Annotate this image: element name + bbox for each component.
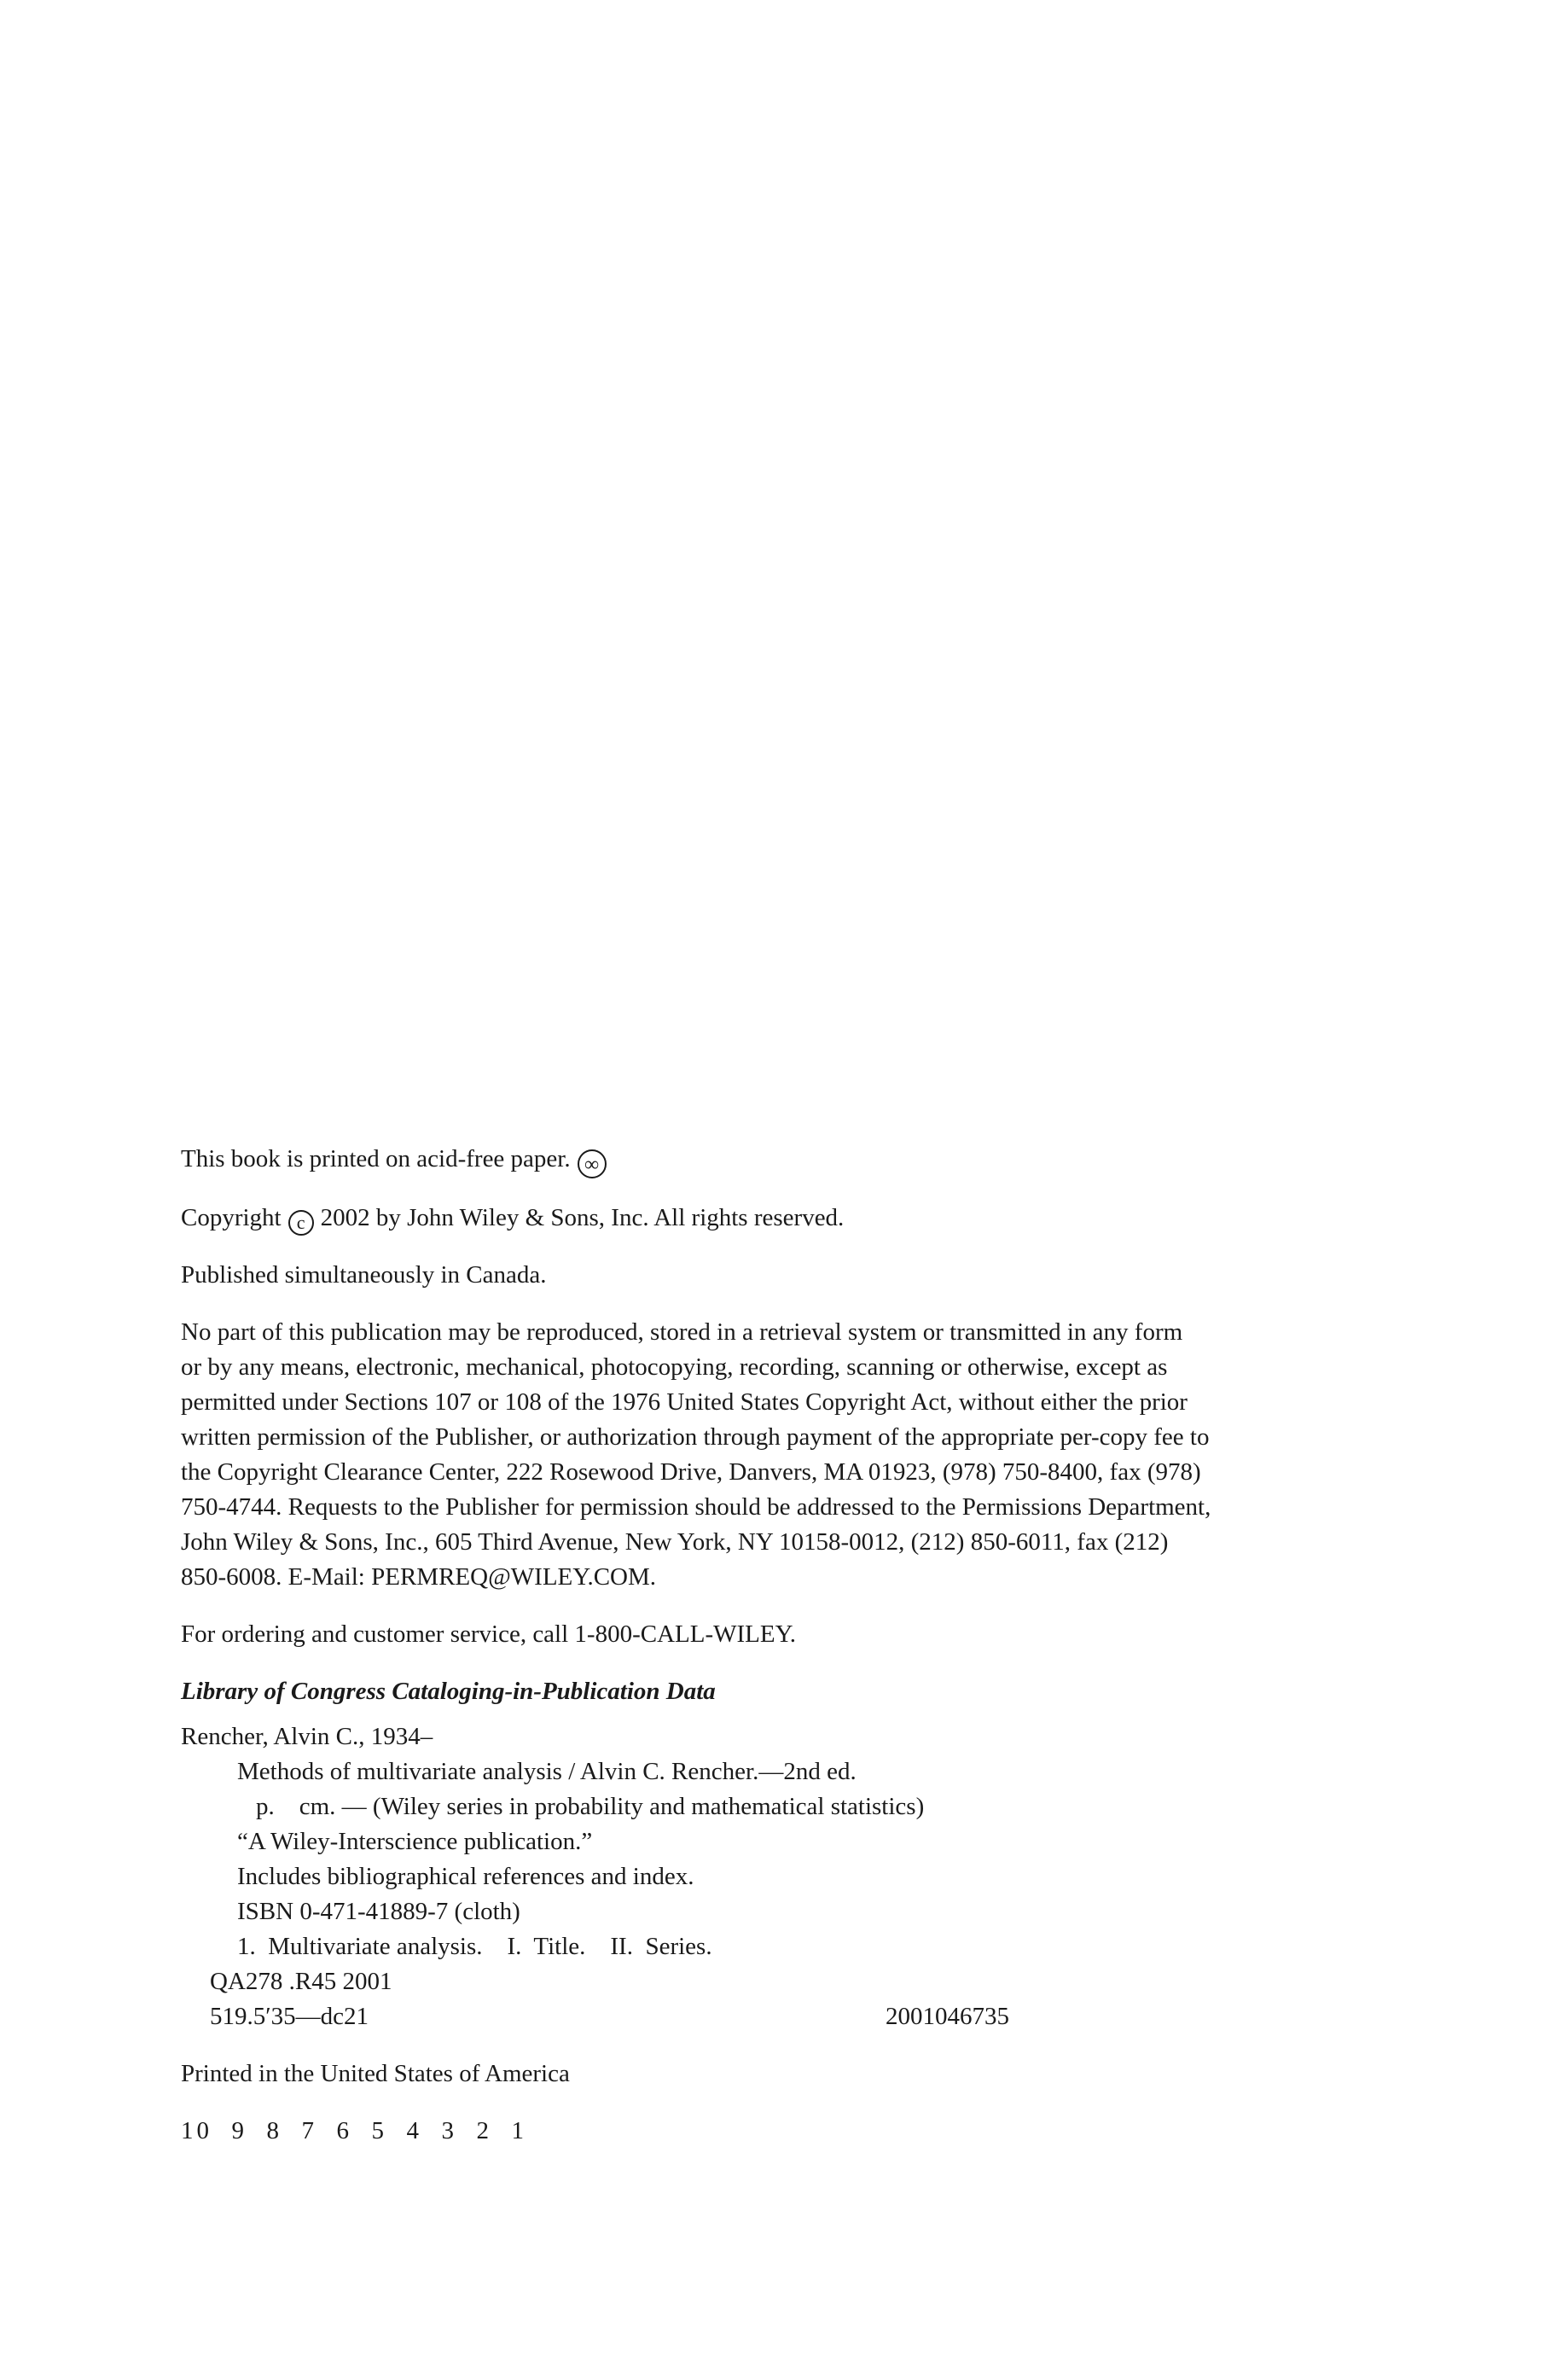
cip-lc-call: QA278 .R45 2001 bbox=[210, 1968, 392, 1995]
copyright-page bbox=[181, 1142, 1375, 2149]
permissions-paragraph bbox=[181, 1315, 1375, 1595]
cip-author: Rencher, Alvin C., 1934– bbox=[181, 1723, 433, 1750]
cip-dewey: 519.5′35—dc21 bbox=[210, 2003, 369, 2030]
infinity-icon: ∞ bbox=[578, 1149, 607, 1178]
acid-free-notice bbox=[181, 1142, 1375, 1178]
cip-dewey-row bbox=[181, 1999, 1063, 2034]
copyright-notice bbox=[181, 1201, 1375, 1236]
cip-block bbox=[181, 1674, 1375, 2034]
acid-free-text: This book is printed on acid-free paper. bbox=[181, 1145, 571, 1172]
copyright-icon: c bbox=[288, 1210, 314, 1236]
permissions-line: or by any means, electronic, mechanical, photocopying, recording, scanning or otherwise, except as bbox=[181, 1353, 1168, 1381]
cip-publication-note: “A Wiley-Interscience publication.” bbox=[237, 1828, 593, 1855]
permissions-line: No part of this publication may be reproduced, stored in a retrieval system or transmitted in any form bbox=[181, 1318, 1183, 1346]
cip-subjects: 1. Multivariate analysis. I. Title. II. Series. bbox=[237, 1933, 712, 1960]
cip-lccn: 2001046735 bbox=[886, 2003, 1009, 2030]
published-notice: Published simultaneously in Canada. bbox=[181, 1261, 547, 1289]
ordering-notice: For ordering and customer service, call 1-800-CALL-WILEY. bbox=[181, 1620, 797, 1648]
permissions-line: permitted under Sections 107 or 108 of the 1976 United States Copyright Act, without either the prior bbox=[181, 1388, 1188, 1416]
permissions-line: the Copyright Clearance Center, 222 Rosewood Drive, Danvers, MA 01923, (978) 750-8400, fax (978) bbox=[181, 1458, 1201, 1486]
permissions-line: 850-6008. E-Mail: PERMREQ@WILEY.COM. bbox=[181, 1563, 657, 1591]
permissions-line: written permission of the Publisher, or authorization through payment of the appropriate per-copy fee to bbox=[181, 1423, 1210, 1451]
printed-in-notice: Printed in the United States of America bbox=[181, 2060, 570, 2087]
cip-bibliography-note: Includes bibliographical references and index. bbox=[237, 1863, 694, 1890]
cip-isbn: ISBN 0-471-41889-7 (cloth) bbox=[237, 1898, 520, 1925]
cip-title: Methods of multivariate analysis / Alvin C. Rencher.—2nd ed. bbox=[237, 1758, 857, 1785]
copyright-prefix: Copyright bbox=[181, 1204, 282, 1231]
copyright-text: 2002 by John Wiley & Sons, Inc. All rights reserved. bbox=[320, 1204, 845, 1231]
cip-series: p. cm. — (Wiley series in probability and mathematical statistics) bbox=[256, 1793, 925, 1820]
printing-line: 10 9 8 7 6 5 4 3 2 1 bbox=[181, 2117, 527, 2144]
cip-heading: Library of Congress Cataloging-in-Publication Data bbox=[181, 1678, 716, 1705]
permissions-line: John Wiley & Sons, Inc., 605 Third Avenue, New York, NY 10158-0012, (212) 850-6011, fax (212) bbox=[181, 1528, 1169, 1556]
permissions-line: 750-4744. Requests to the Publisher for permission should be addressed to the Permissions Department, bbox=[181, 1493, 1211, 1521]
